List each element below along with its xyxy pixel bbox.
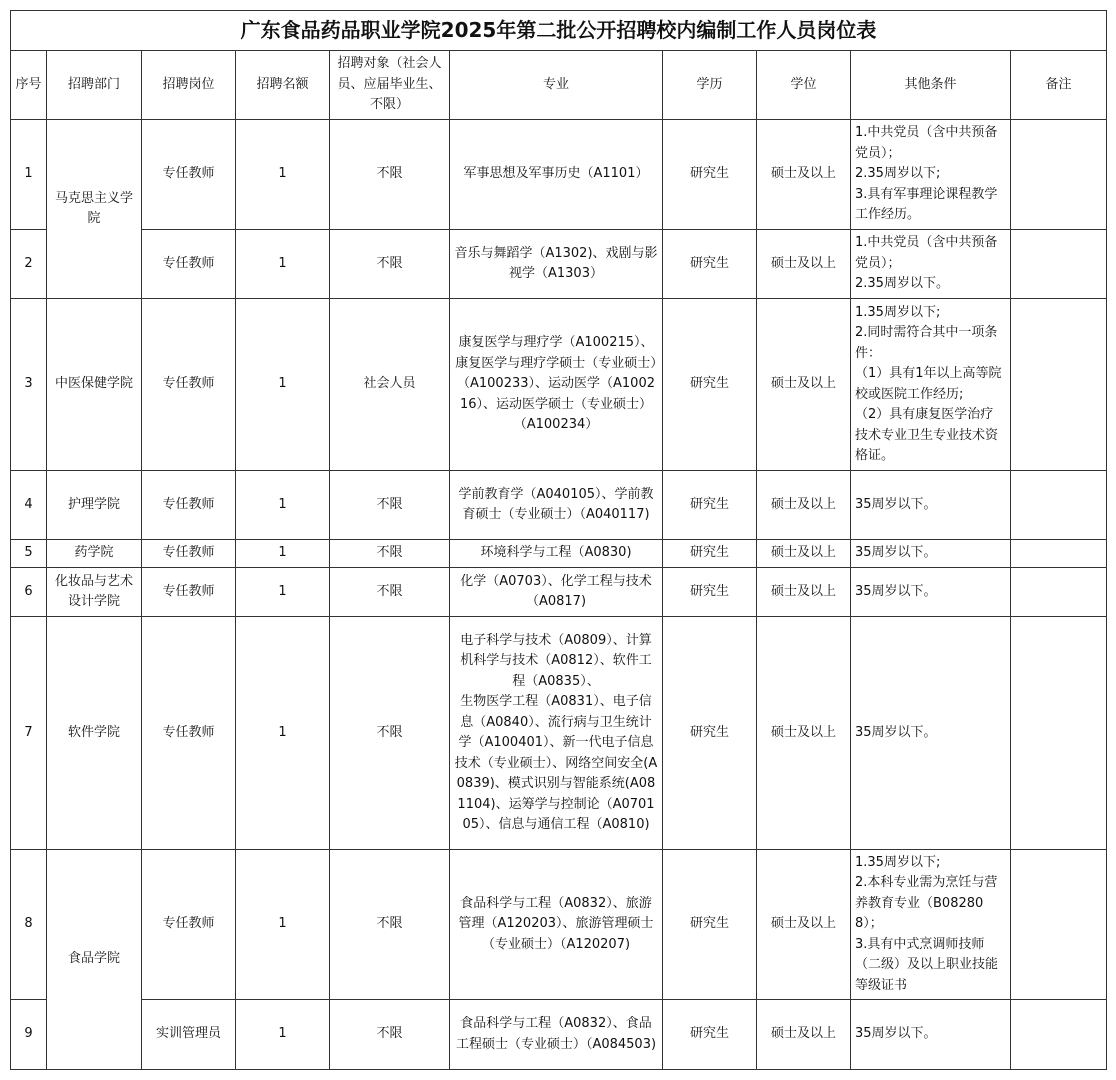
cell-dept: 中医保健学院 (47, 299, 142, 471)
cell-remark (1011, 230, 1107, 299)
cell-degree: 硕士及以上 (757, 568, 851, 617)
cell-target: 不限 (330, 230, 450, 299)
cell-remark (1011, 540, 1107, 568)
cell-seq: 3 (11, 299, 47, 471)
cell-seq: 6 (11, 568, 47, 617)
cell-remark (1011, 617, 1107, 850)
cell-count: 1 (236, 1000, 330, 1070)
table-title: 广东食品药品职业学院2025年第二批公开招聘校内编制工作人员岗位表 (11, 11, 1107, 51)
cell-edu: 研究生 (663, 299, 757, 471)
cell-count: 1 (236, 299, 330, 471)
cell-other: 1.中共党员（含中共预备党员）； 2.35周岁以下; 3.具有军事理论课程教学工作经历。 (851, 120, 1011, 230)
cell-target: 不限 (330, 471, 450, 540)
cell-major: 学前教育学（A040105）、学前教育硕士（专业硕士）（A040117) (450, 471, 663, 540)
cell-degree: 硕士及以上 (757, 471, 851, 540)
cell-seq: 8 (11, 850, 47, 1000)
cell-edu: 研究生 (663, 471, 757, 540)
cell-edu: 研究生 (663, 540, 757, 568)
cell-count: 1 (236, 617, 330, 850)
cell-target: 不限 (330, 617, 450, 850)
header-count: 招聘名额 (236, 51, 330, 120)
cell-post: 专任教师 (142, 617, 236, 850)
cell-remark (1011, 850, 1107, 1000)
cell-other: 1.中共党员（含中共预备党员）； 2.35周岁以下。 (851, 230, 1011, 299)
cell-post: 专任教师 (142, 120, 236, 230)
cell-other: 35周岁以下。 (851, 471, 1011, 540)
cell-seq: 5 (11, 540, 47, 568)
cell-degree: 硕士及以上 (757, 230, 851, 299)
cell-other: 35周岁以下。 (851, 1000, 1011, 1070)
cell-degree: 硕士及以上 (757, 299, 851, 471)
cell-post: 专任教师 (142, 850, 236, 1000)
cell-post: 专任教师 (142, 230, 236, 299)
cell-major: 康复医学与理疗学（A100215）、康复医学与理疗学硕士（专业硕士）（A100233）、运动医学（A100216）、运动医学硕士（专业硕士）（A100234） (450, 299, 663, 471)
cell-dept: 护理学院 (47, 471, 142, 540)
header-degree: 学位 (757, 51, 851, 120)
header-other: 其他条件 (851, 51, 1011, 120)
cell-major: 军事思想及军事历史（A1101） (450, 120, 663, 230)
cell-dept: 软件学院 (47, 617, 142, 850)
cell-count: 1 (236, 568, 330, 617)
cell-major: 电子科学与技术（A0809）、计算机科学与技术（A0812）、软件工程（A0835）、 生物医学工程（A0831）、电子信息（A0840）、流行病与卫生统计学（A100401）、新一代电子信息技术（专业硕士）、网络空间安全(A0839)、模式识别与智能系统(A081104)、运筹学与控制论（A070105）、信息与通信工程（A0810) (450, 617, 663, 850)
cell-edu: 研究生 (663, 1000, 757, 1070)
cell-remark (1011, 299, 1107, 471)
cell-major: 环境科学与工程（A0830) (450, 540, 663, 568)
cell-major: 食品科学与工程（A0832）、旅游管理（A120203）、旅游管理硕士（专业硕士）（A120207) (450, 850, 663, 1000)
cell-post: 实训管理员 (142, 1000, 236, 1070)
cell-count: 1 (236, 850, 330, 1000)
cell-target: 不限 (330, 120, 450, 230)
cell-degree: 硕士及以上 (757, 540, 851, 568)
cell-dept: 药学院 (47, 540, 142, 568)
cell-seq: 9 (11, 1000, 47, 1070)
cell-seq: 4 (11, 471, 47, 540)
cell-remark (1011, 1000, 1107, 1070)
cell-other: 35周岁以下。 (851, 568, 1011, 617)
cell-remark (1011, 120, 1107, 230)
cell-seq: 2 (11, 230, 47, 299)
cell-degree: 硕士及以上 (757, 120, 851, 230)
cell-degree: 硕士及以上 (757, 850, 851, 1000)
cell-remark (1011, 471, 1107, 540)
cell-count: 1 (236, 230, 330, 299)
cell-seq: 1 (11, 120, 47, 230)
header-remark: 备注 (1011, 51, 1107, 120)
cell-remark (1011, 568, 1107, 617)
cell-target: 社会人员 (330, 299, 450, 471)
header-target: 招聘对象（社会人员、应届毕业生、不限） (330, 51, 450, 120)
cell-degree: 硕士及以上 (757, 617, 851, 850)
cell-edu: 研究生 (663, 617, 757, 850)
cell-major: 化学（A0703）、化学工程与技术（A0817) (450, 568, 663, 617)
header-seq: 序号 (11, 51, 47, 120)
cell-target: 不限 (330, 850, 450, 1000)
header-dept: 招聘部门 (47, 51, 142, 120)
cell-post: 专任教师 (142, 299, 236, 471)
header-major: 专业 (450, 51, 663, 120)
cell-post: 专任教师 (142, 568, 236, 617)
cell-other: 1.35周岁以下; 2.本科专业需为烹饪与营养教育专业（B082808）； 3.具有中式烹调师技师（二级）及以上职业技能等级证书 (851, 850, 1011, 1000)
cell-target: 不限 (330, 568, 450, 617)
header-edu: 学历 (663, 51, 757, 120)
header-post: 招聘岗位 (142, 51, 236, 120)
cell-seq: 7 (11, 617, 47, 850)
cell-dept: 食品学院 (47, 850, 142, 1070)
cell-edu: 研究生 (663, 568, 757, 617)
recruitment-table (10, 10, 1107, 1070)
cell-major: 音乐与舞蹈学（A1302)、戏剧与影视学（A1303） (450, 230, 663, 299)
cell-edu: 研究生 (663, 120, 757, 230)
cell-dept: 马克思主义学院 (47, 120, 142, 299)
cell-edu: 研究生 (663, 850, 757, 1000)
cell-dept: 化妆品与艺术设计学院 (47, 568, 142, 617)
cell-target: 不限 (330, 540, 450, 568)
cell-degree: 硕士及以上 (757, 1000, 851, 1070)
cell-target: 不限 (330, 1000, 450, 1070)
cell-edu: 研究生 (663, 230, 757, 299)
cell-other: 35周岁以下。 (851, 617, 1011, 850)
cell-other: 35周岁以下。 (851, 540, 1011, 568)
cell-count: 1 (236, 120, 330, 230)
cell-count: 1 (236, 471, 330, 540)
cell-major: 食品科学与工程（A0832）、食品工程硕士（专业硕士）（A084503) (450, 1000, 663, 1070)
cell-other: 1.35周岁以下; 2.同时需符合其中一项条件： （1）具有1年以上高等院校或医院工作经历; （2）具有康复医学治疗技术专业卫生专业技术资格证。 (851, 299, 1011, 471)
cell-post: 专任教师 (142, 540, 236, 568)
cell-count: 1 (236, 540, 330, 568)
cell-post: 专任教师 (142, 471, 236, 540)
